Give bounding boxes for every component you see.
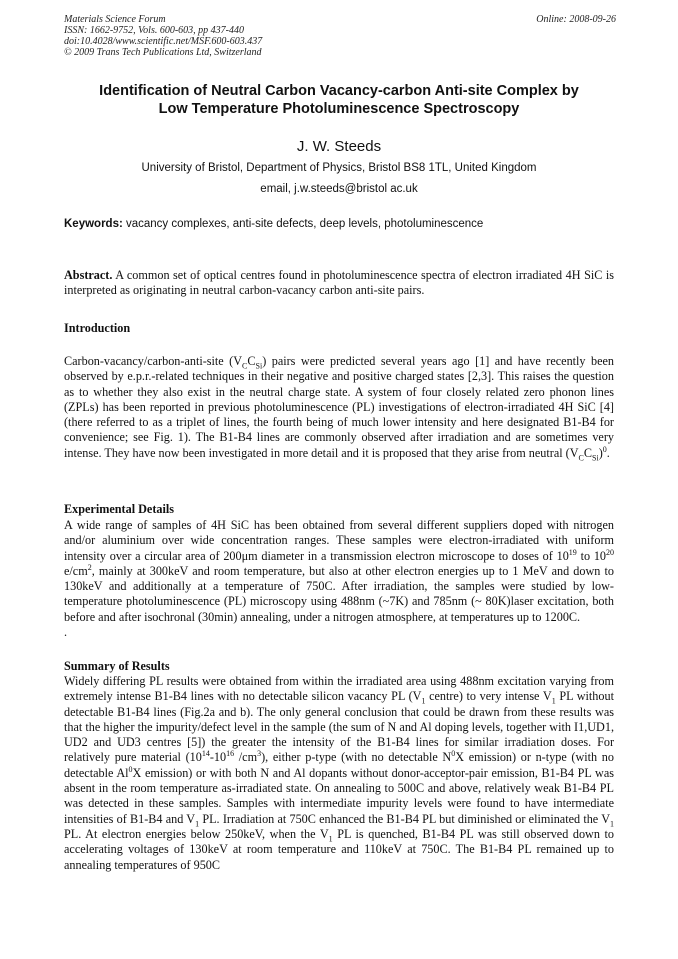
intro-heading: Introduction: [64, 321, 131, 335]
intro-paragraph: Carbon-vacancy/carbon-anti-site $(V_CC_{Si})$ pairs were predicted several years ago [1] and have recently been observed by e.p.r.-related techniques in their negative and positive charged states [2,3]. This raises the question as to whether they also exist in the neutral charge state. A system of four closely related zero phonon lines (ZPLs) has been reported in previous photoluminescence (PL) investigations of electron-irradiated 4H SiC [4] (there referred to as a triplet of lines, the fourth being of much lower intensity and here designated B1-B4 for convenience; see Fig. 1). The B1-B4 lines are commonly observed after irradiation and are sometimes very intense. They have now been investigated in more detail and it is proposed that they arise from neutral $(V_CC_{Si})^0$.: [64, 354, 615, 463]
copyright: © 2009 Trans Tech Publications Ltd, Switzerland: [64, 47, 262, 58]
journal-header: [64, 14, 262, 58]
journal-name: Materials Science Forum: [64, 14, 166, 25]
affiliation: University of Bristol, Department of Physics, Bristol BS8 1TL, United Kingdom: [141, 162, 537, 174]
abstract-label: Abstract.: [64, 268, 113, 282]
author: J. W. Steeds: [296, 138, 382, 155]
title-line-2: Low Temperature Photoluminescence Spectroscopy: [158, 101, 520, 117]
summary-heading: Summary of Results: [64, 659, 170, 673]
online-date: Online: 2008-09-26: [536, 14, 616, 25]
doi: doi:10.4028/www.scientific.net/MSF.600-603.437: [64, 36, 263, 47]
keywords-text: vacancy complexes, anti-site defects, deep levels, photoluminescence: [126, 218, 484, 230]
keywords: [64, 218, 483, 230]
issn: ISSN: 1662-9752, Vols. 600-603, pp 437-440: [64, 25, 244, 36]
paper-title: [60, 82, 618, 118]
experimental-paragraph: A wide range of samples of 4H SiC has been obtained from several different suppliers doped with nitrogen and/or aluminium over wide concentration ranges. These samples were electron-irradiated with uniform intensity over a circular area of 200μm diameter in a transmission electron microscope to doses of $10^{19}$ to $10^{20}$ $e/cm^2$, mainly at 300keV and room temperature, but also at other electron energies up to 1 MeV and down to 130keV and additionally at a temperature of 750C. After irradiation, the samples were studied by low-temperature photoluminescence (PL) microscopy using 488nm (~7K) and 785nm (~ 80K)laser excitation, both before and after isochronal (30min) annealing, under a nitrogen atmosphere, at temperatures up to 1200C. .: [64, 518, 615, 640]
email: email, j.w.steeds@bristol ac.uk: [260, 183, 418, 195]
summary-paragraph: Widely differing PL results were obtained from within the irradiated area using 488nm excitation varying from extremely intense B1-B4 lines with no detectable silicon vacancy PL ($V_1$ centre) to very intense $V_1$ PL without detectable B1-B4 lines (Fig.2a and b). The only general conclusion that could be drawn from these results was that the higher the impurity/defect level in the sample (the sum of N and Al doping levels, together with I1,UD1, UD2 and UD3 centres [5]) the greater the intensity of the B1-B4 lines for similar irradiation doses. For relatively pure material ($10^{14}-10^{16}$ $/cm^3$), either p-type (with no detectable $N^0X$ emission) or n-type (with no detectable Al$^0$X emission) or with both N and Al dopants without donor-acceptor-pair emission, B1-B4 PL was absent in the room temperature as-irradiated state. On annealing to 500C and above, relatively weak B1-B4 PL was detected in these samples. Samples with intermediate impurity levels were found to have intermediate intensities of B1-B4 and $V_1$ PL. Irradiation at 750C enhanced the B1-B4 PL but diminished or eliminated the $V_1$ PL. At electron energies below 250keV, when the $V_1$ PL is quenched, B1-B4 PL was still observed down to accelerating voltages of 130keV at room temperature and 110keV at 750C. The B1-B4 PL remained up to annealing temperatures of 950C: [64, 674, 615, 872]
abstract-text: A common set of optical centres found in photoluminescence spectra of electron irradiated 4H SiC is interpreted as originating in neutral carbon-vacancy carbon anti-site pairs.: [64, 268, 614, 298]
keywords-label: Keywords:: [64, 218, 123, 230]
title-line-1: Identification of Neutral Carbon Vacancy-carbon Anti-site Complex by: [99, 83, 579, 99]
abstract: [64, 268, 614, 299]
experimental-heading: Experimental Details: [64, 502, 175, 516]
